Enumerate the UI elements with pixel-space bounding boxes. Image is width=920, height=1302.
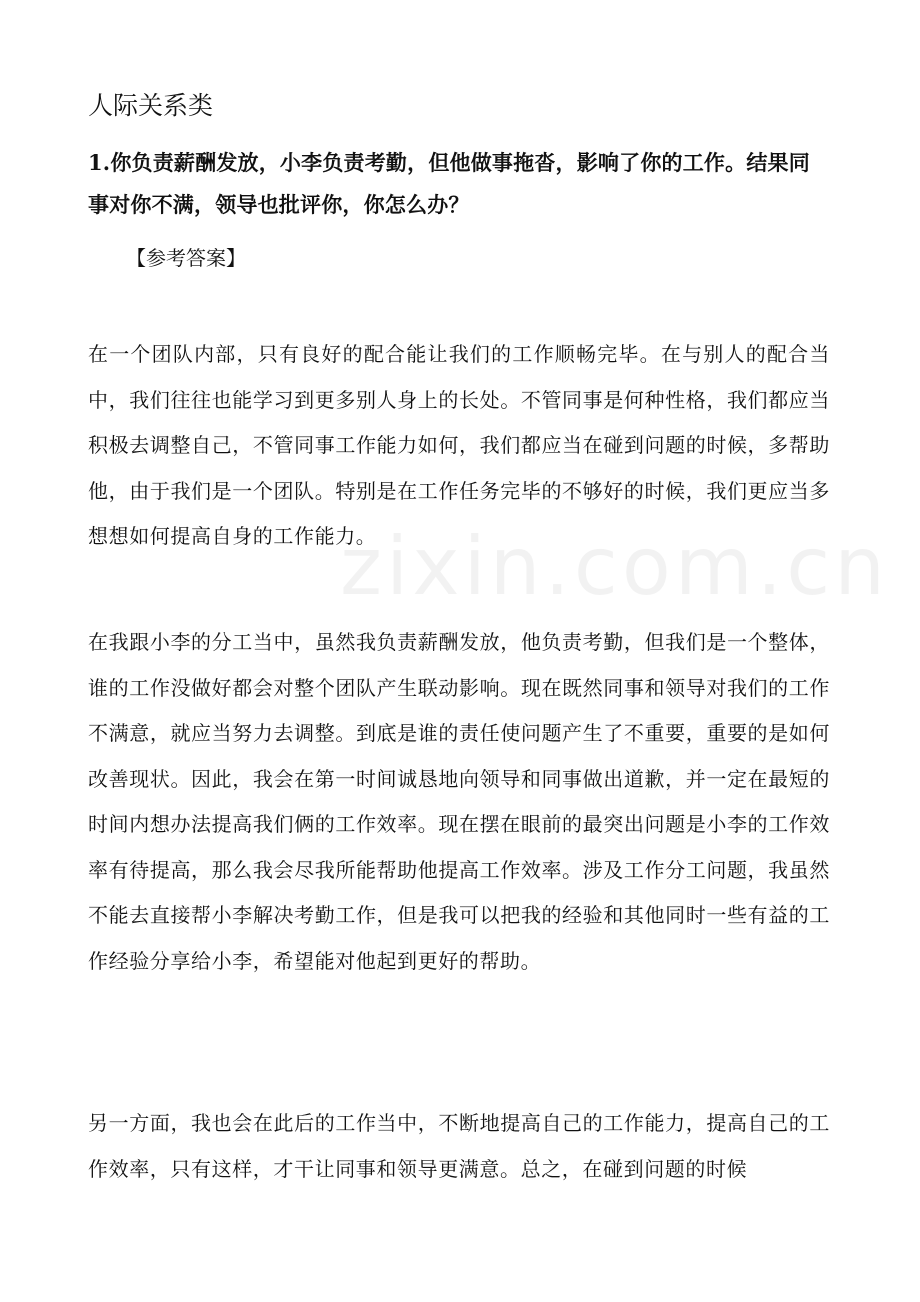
answer-paragraph-1: 在一个团队内部，只有良好的配合能让我们的工作顺畅完毕。在与别人的配合当中，我们往往也能学习到更多别人身上的长处。不管同事是何种性格，我们都应当积极去调整自己，不管同事工作能力如何，我们都应当在碰到问题的时候，多帮助他，由于我们是一个团队。特别是在工作任务完毕的不够好的时候，我们更应当多想想如何提高自身的工作能力。: [88, 342, 830, 548]
answer-label: 【参考答案】: [126, 246, 246, 270]
question-text: 1.你负责薪酬发放，小李负责考勤，但他做事拖沓，影响了你的工作。结果同事对你不满，领导也批评你，你怎么办？: [88, 150, 810, 217]
watermark: zixin.com.cn: [340, 520, 889, 613]
answer-paragraph-2: 在我跟小李的分工当中，虽然我负责薪酬发放，他负责考勤，但我们是一个整体，谁的工作没做好都会对整个团队产生联动影响。现在既然同事和领导对我们的工作不满意，就应当努力去调整。到底是谁的责任使问题产生了不重要，重要的是如何改善现状。因此，我会在第一时间诚恳地向领导和同事做出道歉，并一定在最短的时间内想办法提高我们俩的工作效率。现在摆在眼前的最突出问题是小李的工作效率有待提高，那么我会尽我所能帮助他提高工作效率。涉及工作分工问题，我虽然不能去直接帮小李解决考勤工作，但是我可以把我的经验和其他同时一些有益的工作经验分享给小李，希望能对他起到更好的帮助。: [88, 630, 830, 973]
answer-paragraph-3: 另一方面，我也会在此后的工作当中，不断地提高自己的工作能力，提高自己的工作效率，只有这样，才干让同事和领导更满意。总之，在碰到问题的时候: [88, 1111, 830, 1181]
section-title: 人际关系类: [88, 91, 214, 120]
